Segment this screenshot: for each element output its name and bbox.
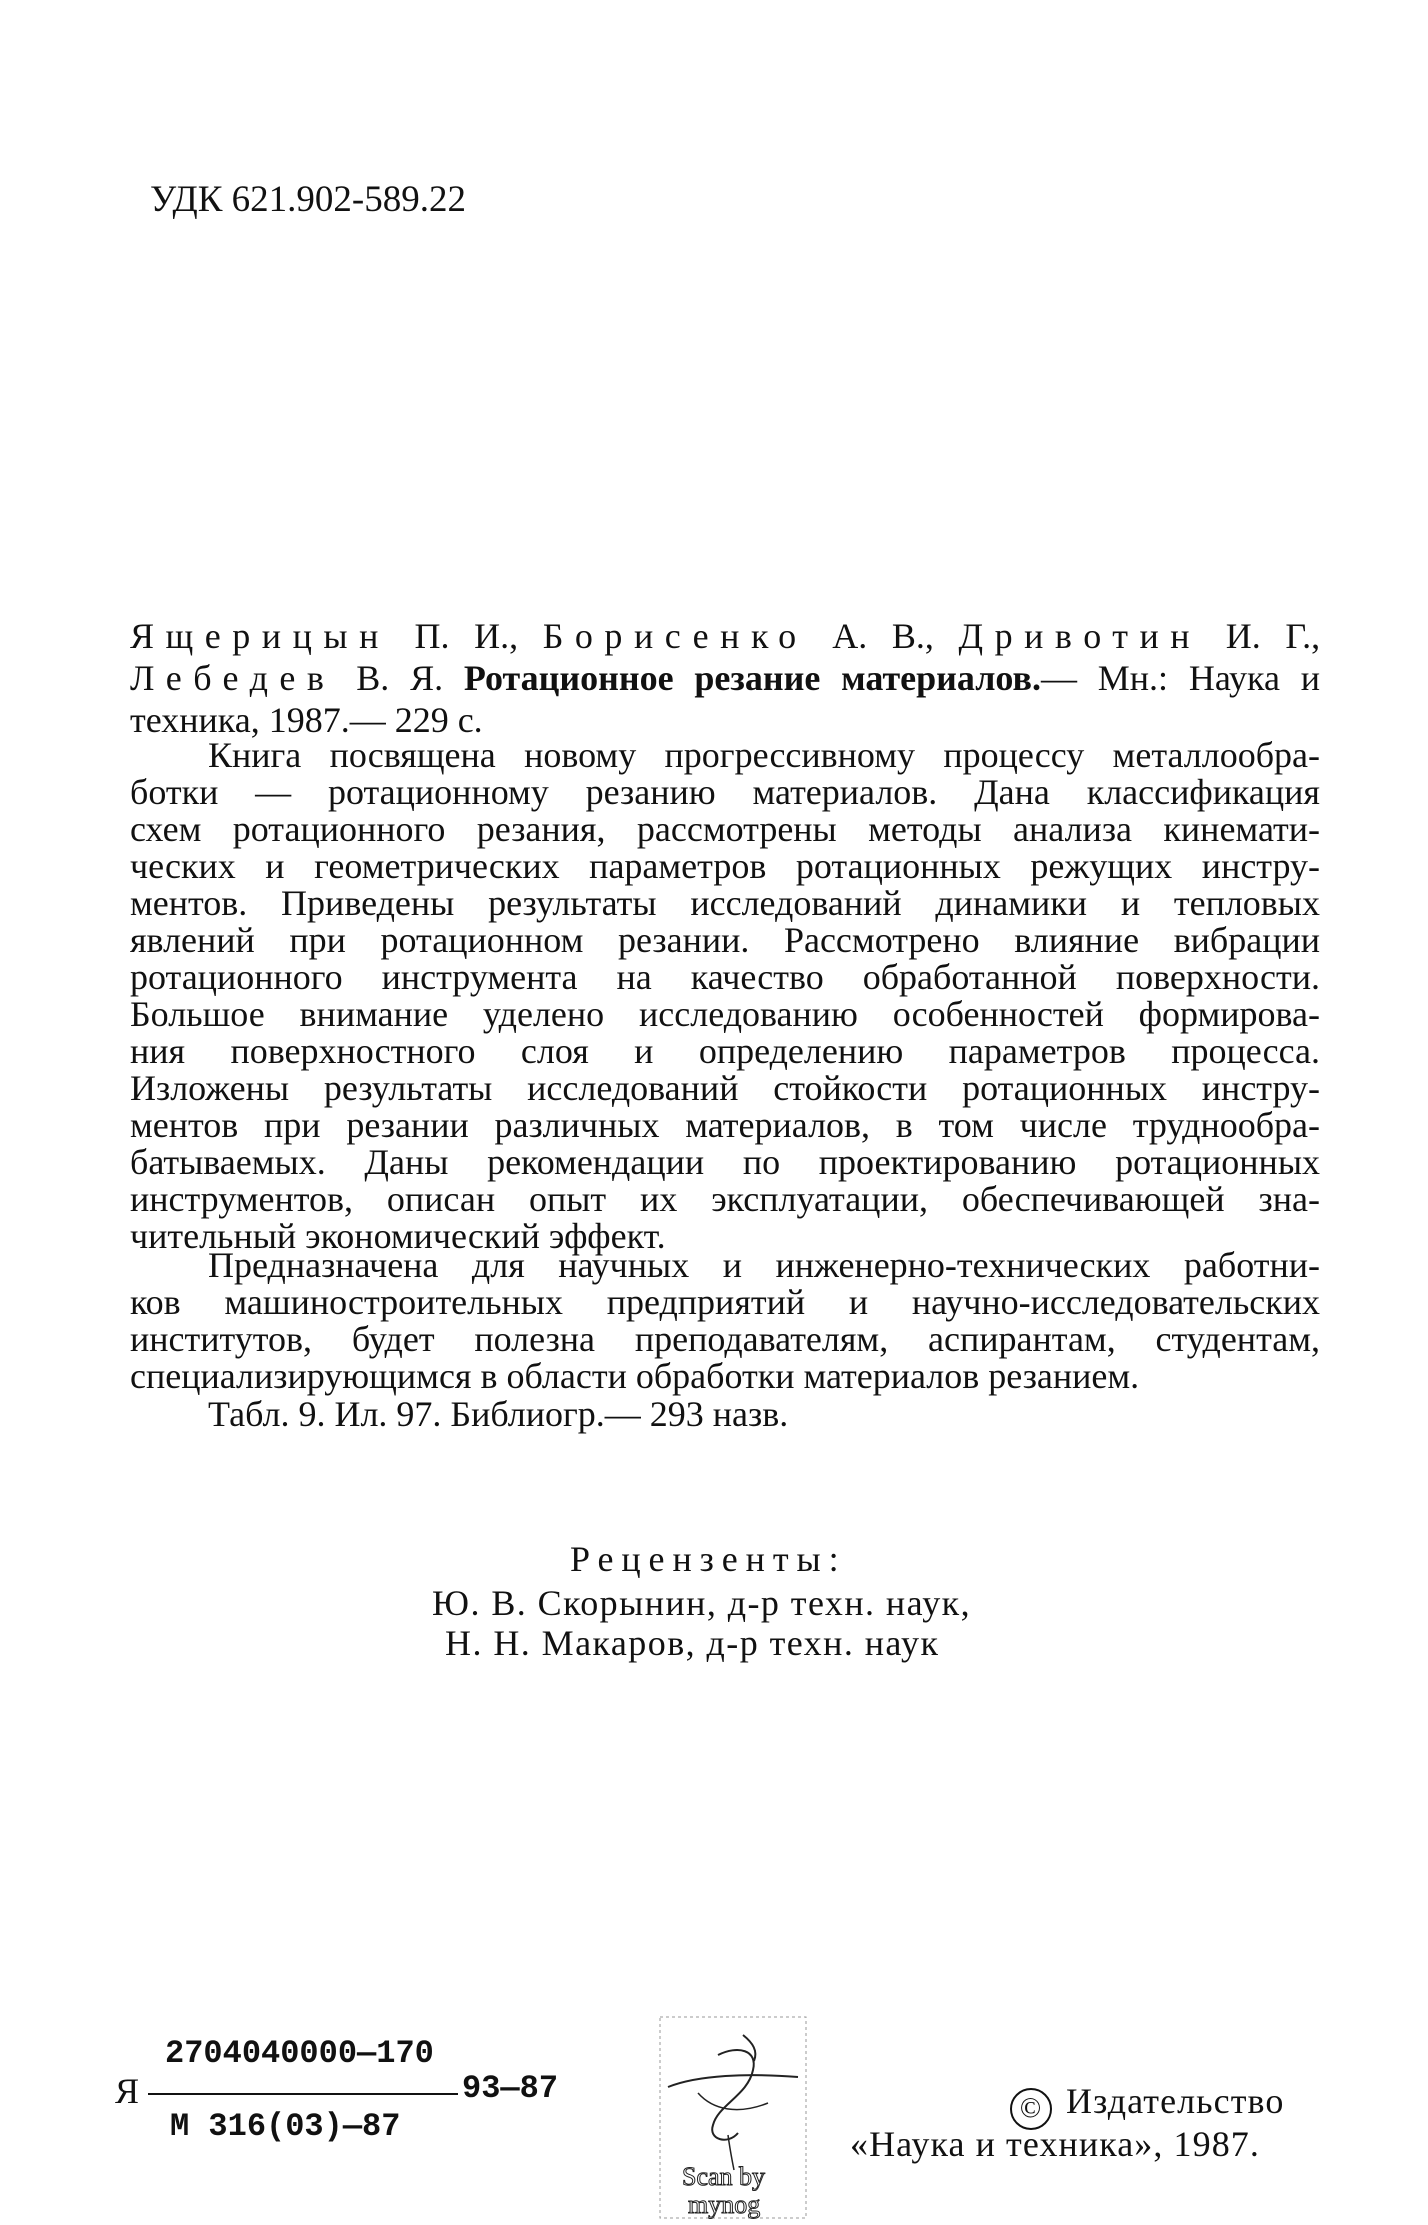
index-denominator: М 316(03)—87 xyxy=(170,2108,401,2145)
author-1-initials: П. И., xyxy=(414,616,519,656)
publisher-city: — Мн.: Наука и xyxy=(1040,658,1321,698)
copyright-line-2: «Наука и техника», 1987. xyxy=(850,2124,1260,2164)
biblio-line-2 xyxy=(130,657,1320,699)
purpose-paragraph xyxy=(130,1247,1320,1395)
author-4: Лебедев xyxy=(130,658,336,698)
author-3: Дривотин xyxy=(958,616,1202,656)
tables-illustrations-line: Табл. 9. Ил. 97. Библиогр.— 293 назв. xyxy=(208,1394,789,1434)
abstract-line: батываемых. Даны рекомендации по проектированию ротационных xyxy=(130,1142,1320,1182)
abstract-line: Большое внимание уделено исследованию особенностей формирова- xyxy=(130,994,1320,1034)
abstract-line: Изложены результаты исследований стойкости ротационных инстру- xyxy=(130,1068,1320,1108)
index-numerator: 2704040000—170 xyxy=(165,2035,434,2072)
abstract-line: ботки — ротационному резанию материалов. Дана классификация xyxy=(130,772,1320,812)
bibliographic-record xyxy=(130,615,1320,741)
abstract-line: Книга посвящена новому прогрессивному процессу металлообра- xyxy=(208,735,1320,775)
scanner-stamp xyxy=(658,2015,808,2220)
biblio-line-1 xyxy=(130,615,1320,657)
reviewers-title: Рецензенты: xyxy=(570,1539,847,1579)
copyright-icon: © xyxy=(1010,2088,1052,2130)
biblio-line-3: техника, 1987.— 229 с. xyxy=(130,700,483,740)
abstract-line: явлений при ротационном резании. Рассмотрено влияние вибрации xyxy=(130,920,1320,960)
stamp-line: Scan by xyxy=(682,2162,766,2191)
publisher-label: Издательство xyxy=(1066,2081,1285,2121)
purpose-line: ков машиностроительных предприятий и научно-исследовательских xyxy=(130,1282,1320,1322)
abstract-paragraph xyxy=(130,737,1320,1255)
author-2-initials: А. В., xyxy=(832,616,934,656)
abstract-line: чительный экономический эффект. xyxy=(130,1216,666,1256)
abstract-line: ментов. Приведены результаты исследований динамики и тепловых xyxy=(130,883,1320,923)
reviewer-2: Н. Н. Макаров, д-р техн. наук xyxy=(445,1623,940,1663)
author-4-initials: В. Я. xyxy=(356,658,444,698)
abstract-line: ротационного инструмента на качество обработанной поверхности. xyxy=(130,957,1320,997)
index-suffix: 93—87 xyxy=(462,2070,559,2107)
purpose-line: Предназначена для научных и инженерно-технических работни- xyxy=(208,1245,1320,1285)
udk-code: УДК 621.902-589.22 xyxy=(150,179,466,220)
reviewer-1: Ю. В. Скорынин, д-р техн. наук, xyxy=(432,1583,972,1623)
purpose-line: институтов, будет полезна преподавателям, аспирантам, студентам, xyxy=(130,1319,1320,1359)
book-title: Ротационное резание материалов. xyxy=(463,658,1041,698)
stamp-line: mynog xyxy=(688,2190,761,2219)
index-letter: Я xyxy=(115,2071,140,2111)
abstract-line: инструментов, описан опыт их эксплуатации, обеспечивающей зна- xyxy=(130,1179,1320,1219)
quill-signature-icon xyxy=(658,2015,808,2220)
abstract-line: ческих и геометрических параметров ротационных режущих инстру- xyxy=(130,846,1320,886)
abstract-line: схем ротационного резания, рассмотрены методы анализа кинемати- xyxy=(130,809,1320,849)
abstract-line: ментов при резании различных материалов, в том числе труднообра- xyxy=(130,1105,1320,1145)
abstract-line: ния поверхностного слоя и определению параметров процесса. xyxy=(130,1031,1320,1071)
author-2: Борисенко xyxy=(542,616,808,656)
author-1: Ящерицын xyxy=(130,616,390,656)
index-fraction-line xyxy=(148,2093,458,2095)
author-3-initials: И. Г., xyxy=(1225,616,1321,656)
purpose-line: специализирующимся в области обработки материалов резанием. xyxy=(130,1356,1140,1396)
